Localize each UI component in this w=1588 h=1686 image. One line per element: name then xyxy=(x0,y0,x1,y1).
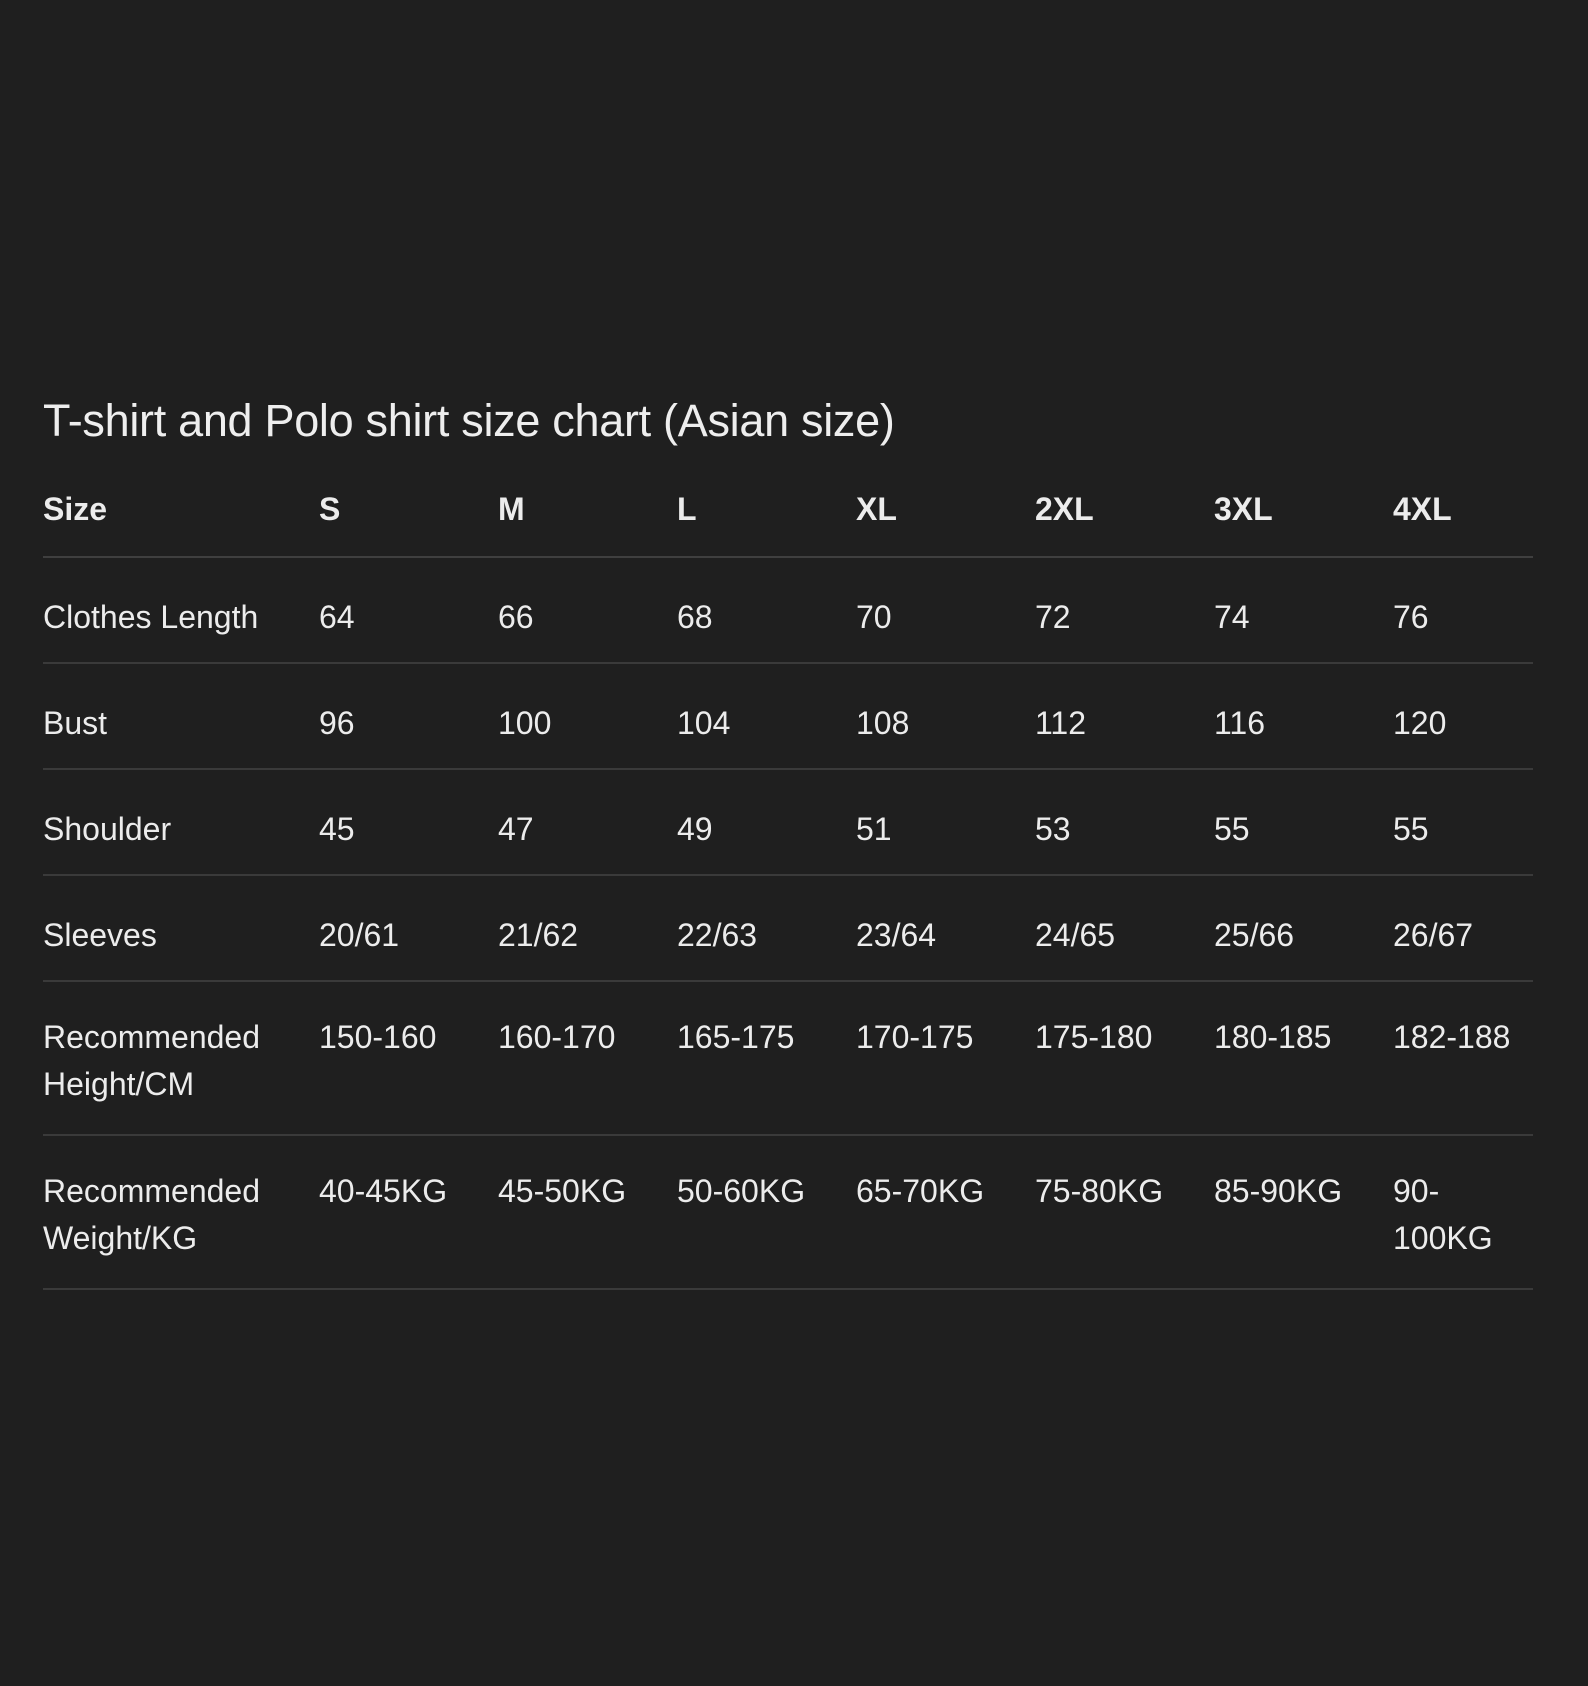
table-row xyxy=(43,558,1533,664)
table-cell: 165-175 xyxy=(677,1019,795,1055)
size-chart-table xyxy=(43,470,1533,1290)
table-cell: 72 xyxy=(1035,599,1071,635)
table-cell: 90-100KG xyxy=(1393,1173,1493,1256)
table-cell: 26/67 xyxy=(1393,917,1474,953)
table-cell: 108 xyxy=(856,705,910,741)
table-cell: 22/63 xyxy=(677,917,758,953)
table-cell: 65-70KG xyxy=(856,1173,985,1209)
row-label: Shoulder xyxy=(43,811,172,847)
row-label: Bust xyxy=(43,705,108,741)
table-row xyxy=(43,770,1533,876)
table-row xyxy=(43,664,1533,770)
column-header: 4XL xyxy=(1393,491,1452,527)
table-cell: 50-60KG xyxy=(677,1173,806,1209)
table-cell: 180-185 xyxy=(1214,1019,1332,1055)
row-label: Clothes Length xyxy=(43,599,259,635)
table-cell: 100 xyxy=(498,705,552,741)
table-row xyxy=(43,876,1533,982)
column-header: L xyxy=(677,491,697,527)
column-header: 3XL xyxy=(1214,491,1273,527)
table-cell: 45-50KG xyxy=(498,1173,627,1209)
table-cell: 45 xyxy=(319,811,355,847)
table-cell: 23/64 xyxy=(856,917,937,953)
table-cell: 120 xyxy=(1393,705,1447,741)
table-cell: 104 xyxy=(677,705,731,741)
row-label: Recommended Height/CM xyxy=(43,1019,260,1102)
table-header-row xyxy=(43,470,1533,558)
table-cell: 51 xyxy=(856,811,892,847)
table-cell: 96 xyxy=(319,705,355,741)
table-cell: 47 xyxy=(498,811,534,847)
table-cell: 25/66 xyxy=(1214,917,1295,953)
table-cell: 49 xyxy=(677,811,713,847)
table-cell: 20/61 xyxy=(319,917,400,953)
table-cell: 55 xyxy=(1214,811,1250,847)
column-header: XL xyxy=(856,491,897,527)
page-title: T-shirt and Polo shirt size chart (Asian size) xyxy=(43,395,895,446)
table-cell: 170-175 xyxy=(856,1019,974,1055)
table-cell: 40-45KG xyxy=(319,1173,448,1209)
row-label: Sleeves xyxy=(43,917,157,953)
table-cell: 66 xyxy=(498,599,534,635)
table-cell: 150-160 xyxy=(319,1019,437,1055)
table-cell: 24/65 xyxy=(1035,917,1116,953)
table-row xyxy=(43,1136,1533,1290)
column-header: S xyxy=(319,491,341,527)
row-label: Recommended Weight/KG xyxy=(43,1173,260,1256)
table-cell: 160-170 xyxy=(498,1019,616,1055)
table-cell: 76 xyxy=(1393,599,1429,635)
column-header-size: Size xyxy=(43,491,108,527)
column-header: M xyxy=(498,491,525,527)
table-cell: 112 xyxy=(1035,705,1087,741)
table-cell: 75-80KG xyxy=(1035,1173,1164,1209)
table-cell: 70 xyxy=(856,599,892,635)
table-cell: 116 xyxy=(1214,705,1266,741)
table-cell: 74 xyxy=(1214,599,1250,635)
column-header: 2XL xyxy=(1035,491,1094,527)
table-cell: 175-180 xyxy=(1035,1019,1153,1055)
table-cell: 64 xyxy=(319,599,355,635)
table-cell: 55 xyxy=(1393,811,1429,847)
table-cell: 68 xyxy=(677,599,713,635)
table-cell: 85-90KG xyxy=(1214,1173,1343,1209)
table-cell: 53 xyxy=(1035,811,1071,847)
table-cell: 182-188 xyxy=(1393,1019,1511,1055)
table-cell: 21/62 xyxy=(498,917,579,953)
table-row xyxy=(43,982,1533,1136)
